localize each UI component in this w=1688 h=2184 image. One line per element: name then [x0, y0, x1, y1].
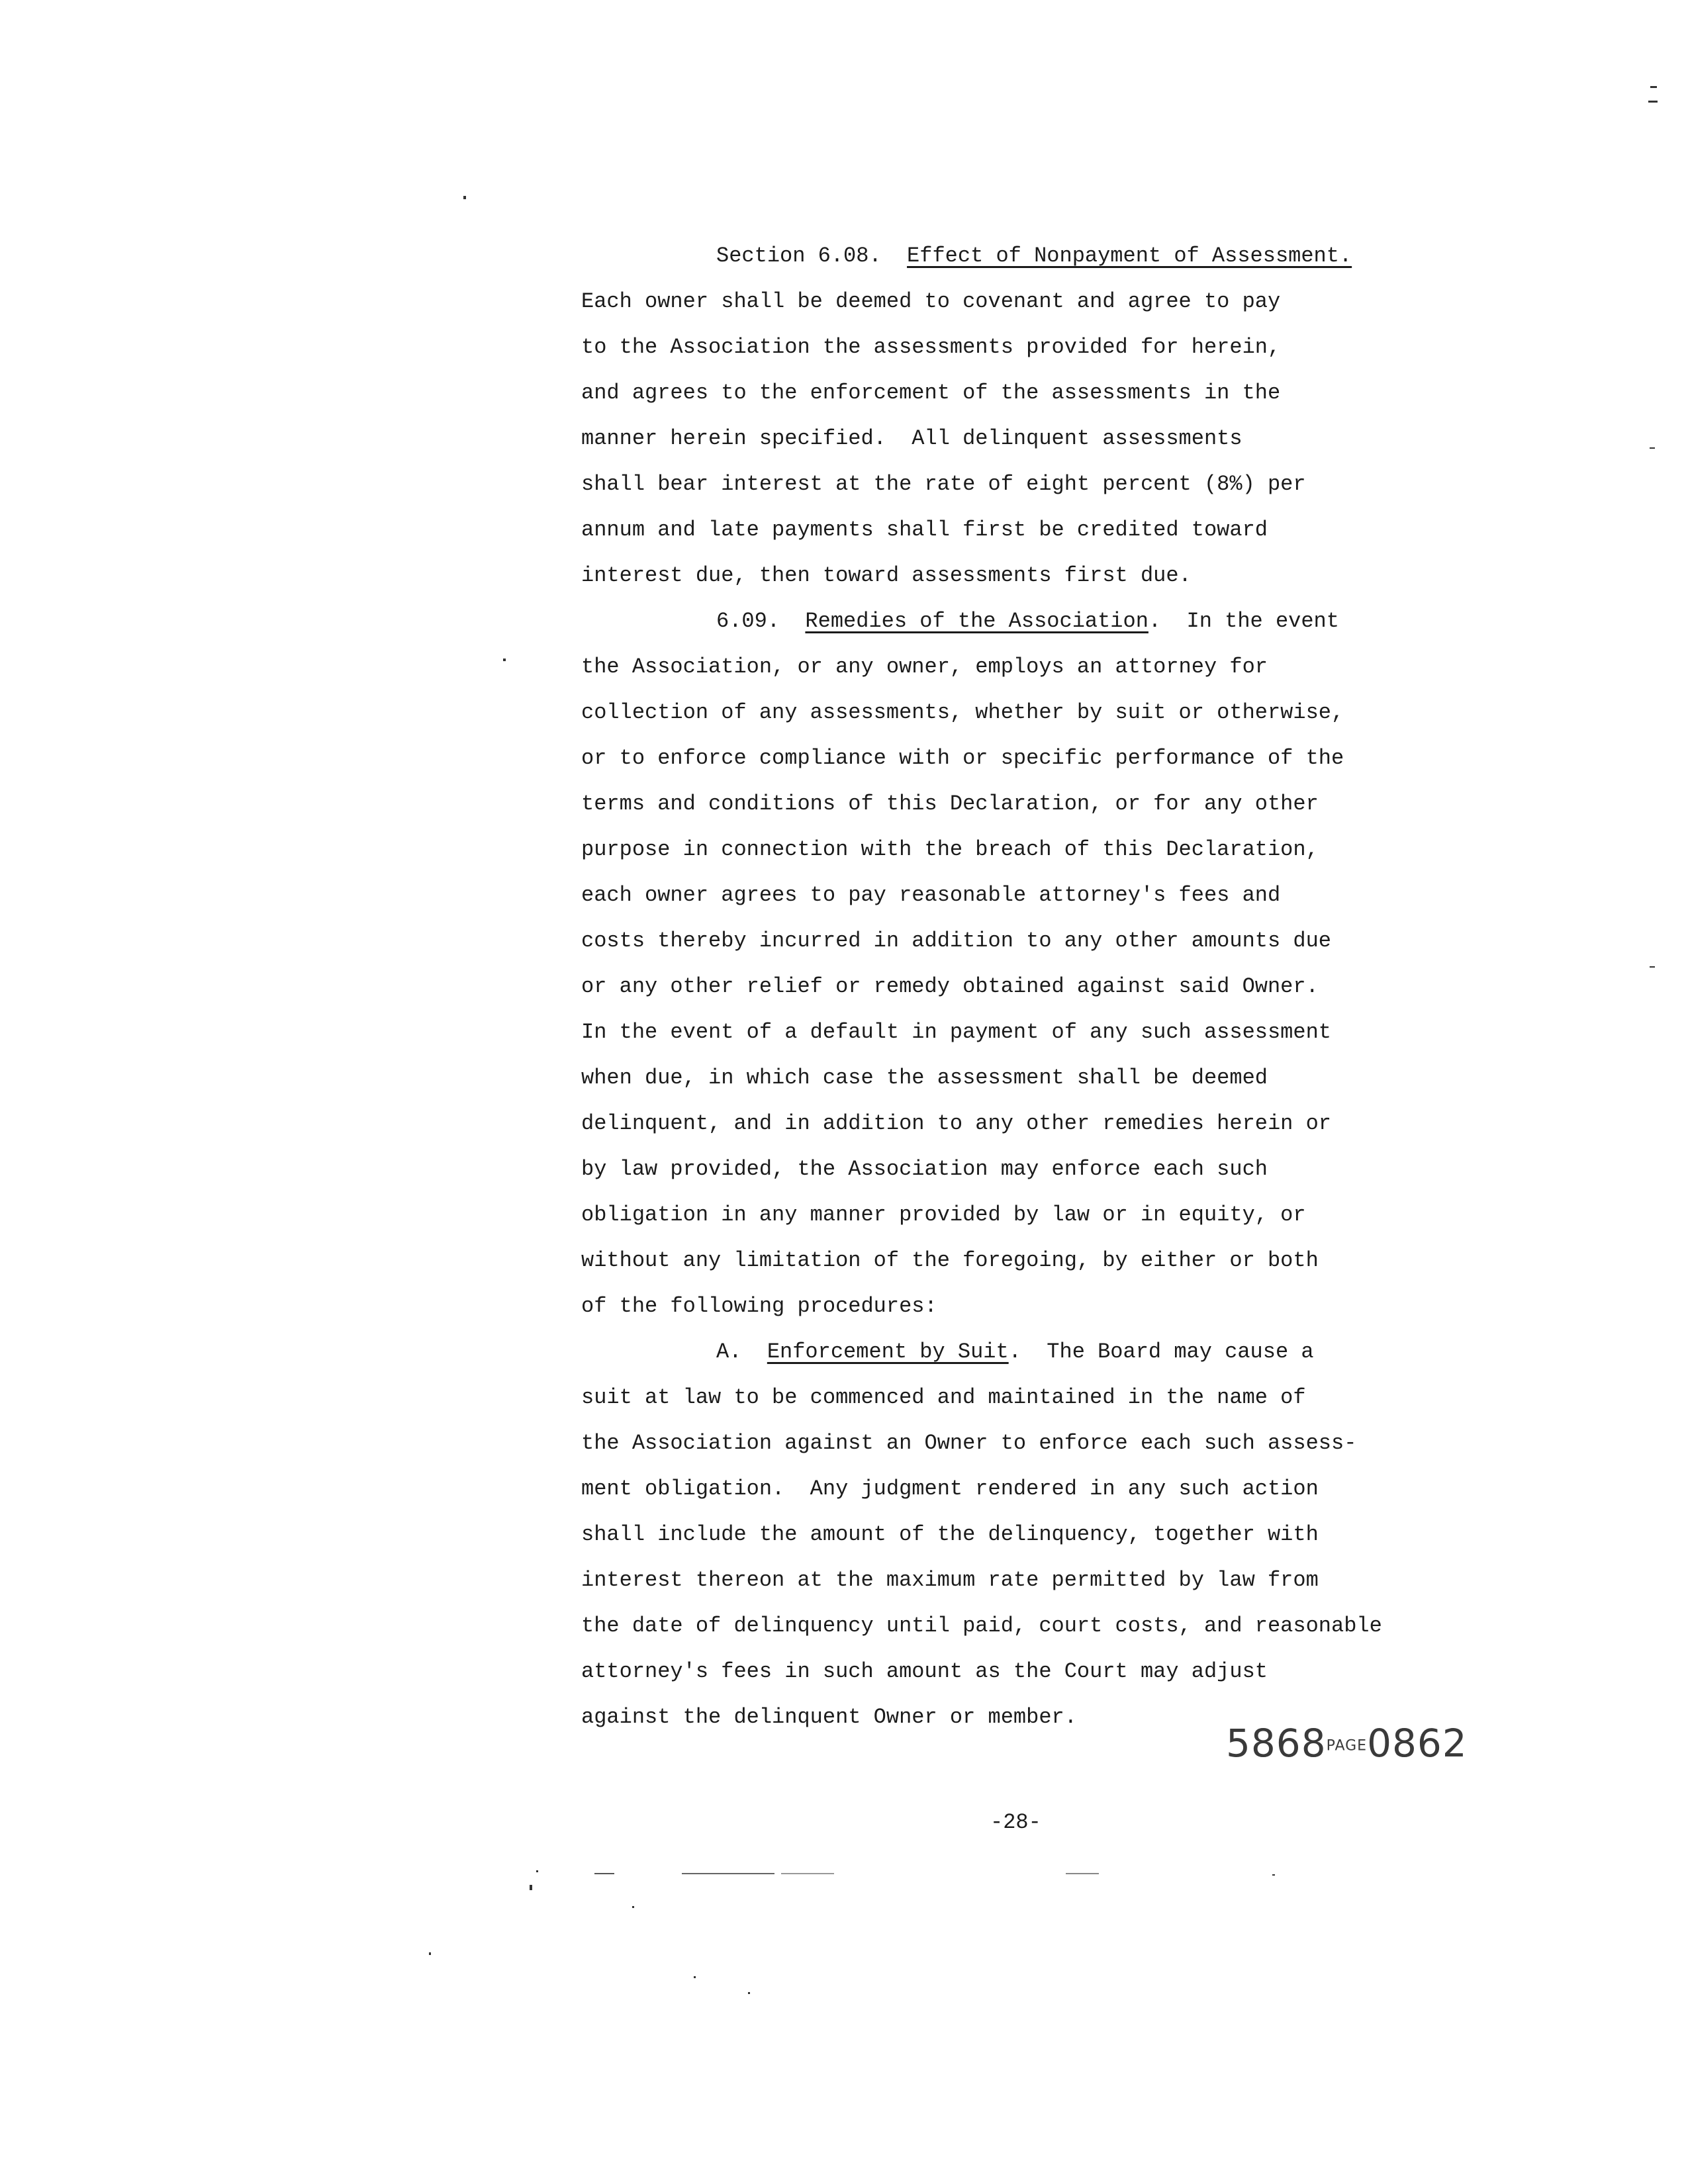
section-609-line: by law provided, the Association may enforce each such: [581, 1157, 1268, 1181]
scan-speck: [748, 1992, 750, 1994]
section-609-heading-tail: . In the event: [1148, 609, 1339, 633]
subsection-a-line: attorney's fees in such amount as the Court may adjust: [581, 1659, 1268, 1684]
scan-speck: [463, 196, 466, 199]
recording-page-label: PAGE: [1326, 1737, 1368, 1754]
scan-speck: [1272, 1874, 1275, 1876]
scan-dash-line: [1066, 1873, 1099, 1874]
scan-dash-line: [781, 1873, 834, 1874]
section-609-label: 6.09.: [716, 609, 780, 633]
subsection-a-line: suit at law to be commenced and maintained in the name of: [581, 1385, 1306, 1410]
section-608-heading: Effect of Nonpayment of Assessment.: [907, 244, 1352, 268]
scan-speck: [1648, 101, 1658, 103]
scan-speck: [429, 1952, 431, 1955]
section-609-line: delinquent, and in addition to any other remedies herein or: [581, 1111, 1331, 1136]
subsection-a-heading-line: [581, 1329, 1521, 1375]
section-609-line: obligation in any manner provided by law or in equity, or: [581, 1203, 1306, 1227]
subsection-a-line: interest thereon at the maximum rate permitted by law from: [581, 1568, 1319, 1592]
section-609-line: or to enforce compliance with or specific performance of the: [581, 746, 1344, 770]
section-609-line: purpose in connection with the breach of this Declaration,: [581, 837, 1319, 862]
scan-speck: [536, 1870, 538, 1872]
section-608-line: manner herein specified. All delinquent assessments: [581, 426, 1243, 451]
subsection-a-heading: Enforcement by Suit: [767, 1340, 1009, 1364]
scan-speck: [530, 1885, 532, 1890]
section-609-line: collection of any assessments, whether by suit or otherwise,: [581, 700, 1344, 725]
subsection-a-label: A.: [716, 1340, 742, 1364]
scan-dash-line: [594, 1873, 614, 1874]
section-608-label: Section 6.08.: [716, 244, 882, 268]
section-609-line: of the following procedures:: [581, 1294, 937, 1318]
scan-dash-line: [682, 1873, 774, 1874]
section-609-line: each owner agrees to pay reasonable attorney's fees and: [581, 883, 1281, 907]
section-609-heading: Remedies of the Association: [805, 609, 1149, 633]
section-608-line: interest due, then toward assessments first due.: [581, 563, 1192, 588]
section-609-line: without any limitation of the foregoing, by either or both: [581, 1248, 1319, 1273]
recording-book: 5868: [1226, 1721, 1327, 1766]
section-608-line: Each owner shall be deemed to covenant and agree to pay: [581, 289, 1281, 314]
subsection-a-line: ment obligation. Any judgment rendered in any such action: [581, 1477, 1319, 1501]
subsection-a-line: against the delinquent Owner or member.: [581, 1705, 1077, 1729]
section-608-line: and agrees to the enforcement of the assessments in the: [581, 381, 1281, 405]
section-608-line: to the Association the assessments provided for herein,: [581, 335, 1281, 359]
section-609-line: when due, in which case the assessment shall be deemed: [581, 1066, 1268, 1090]
scan-speck: [632, 1906, 634, 1908]
section-609-line: costs thereby incurred in addition to any other amounts due: [581, 929, 1331, 953]
section-609-heading-line: [581, 598, 1521, 644]
subsection-a-line: shall include the amount of the delinquency, together with: [581, 1522, 1319, 1547]
subsection-a-line: the Association against an Owner to enforce each such assess-: [581, 1431, 1357, 1455]
body-text: [581, 233, 1521, 1740]
scan-speck: [1650, 86, 1657, 88]
scan-speck: [1650, 447, 1655, 449]
section-609-line: or any other relief or remedy obtained against said Owner.: [581, 974, 1319, 999]
scan-speck: [1650, 966, 1655, 968]
page-number: -28-: [990, 1810, 1041, 1835]
subsection-a-heading-tail: . The Board may cause a: [1008, 1340, 1314, 1364]
section-608-line: annum and late payments shall first be credited toward: [581, 518, 1268, 542]
subsection-a-line: the date of delinquency until paid, court costs, and reasonable: [581, 1614, 1382, 1638]
scan-speck: [503, 659, 506, 661]
section-609-line: In the event of a default in payment of any such assessment: [581, 1020, 1331, 1044]
section-609-line: terms and conditions of this Declaration, or for any other: [581, 792, 1319, 816]
section-609-line: the Association, or any owner, employs an attorney for: [581, 655, 1268, 679]
recording-stamp: [1226, 1721, 1468, 1766]
recording-page: 0862: [1367, 1721, 1468, 1766]
section-608-line: shall bear interest at the rate of eight percent (8%) per: [581, 472, 1306, 496]
scan-speck: [694, 1976, 696, 1978]
section-608-heading-line: [581, 233, 1521, 279]
